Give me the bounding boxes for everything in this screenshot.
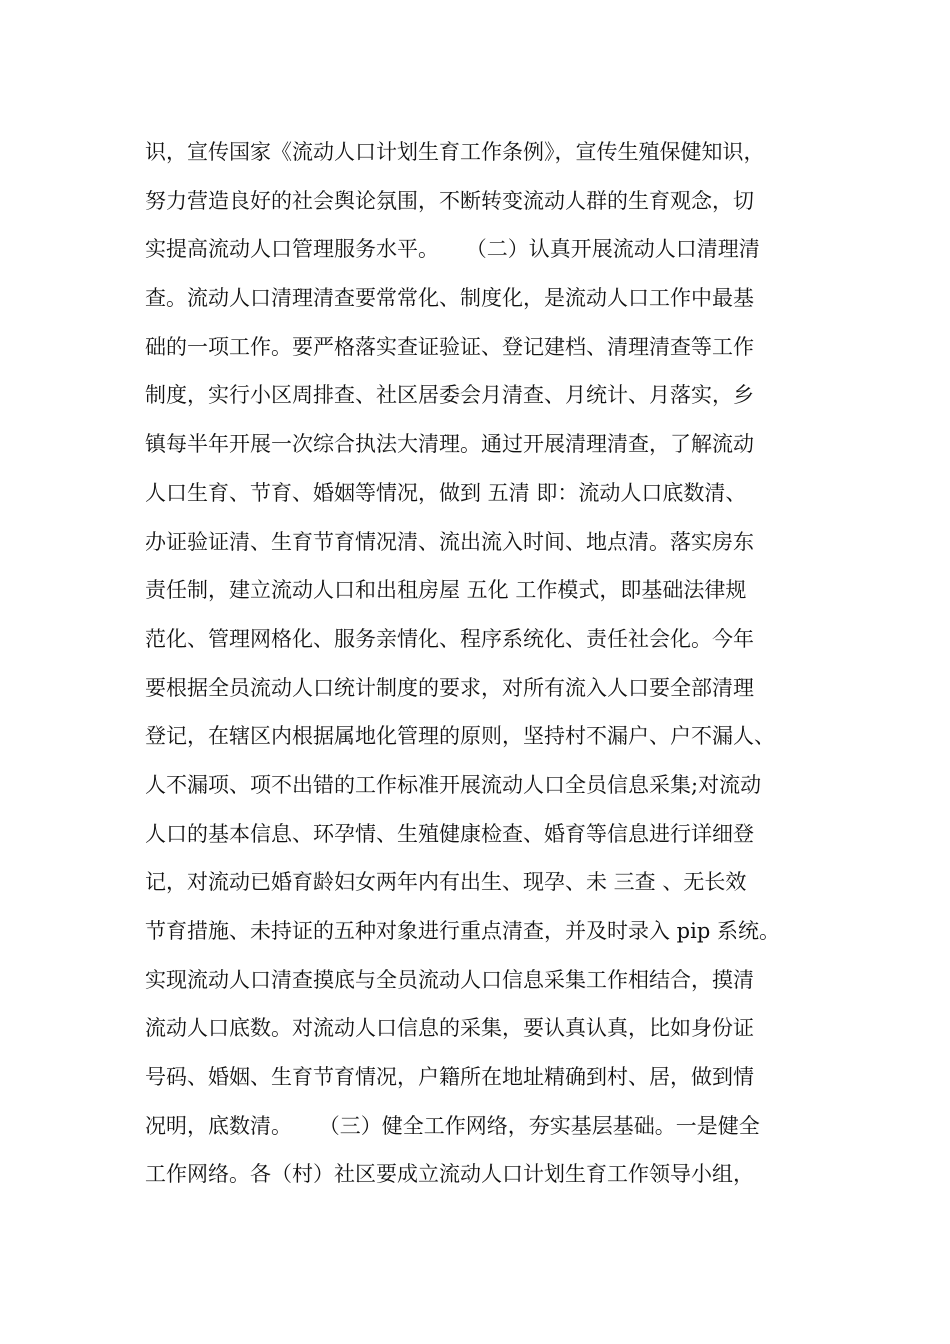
text-line: 要根据全员流动人口统计制度的要求，对所有流入人口要全部清理 xyxy=(145,675,754,700)
text-line: 范化、管理网格化、服务亲情化、程序系统化、责任社会化。今年 xyxy=(145,626,754,651)
text-line: 号码、婚姻、生育节育情况，户籍所在地址精确到村、居，做到情 xyxy=(145,1065,754,1090)
text-line: 镇每半年开展一次综合执法大清理。通过开展清理清查，了解流动 xyxy=(145,432,754,457)
text-line: 流动人口底数。对流动人口信息的采集，要认真认真，比如身份证 xyxy=(145,1016,754,1041)
text-line: 查。流动人口清理清查要常常化、制度化，是流动人口工作中最基 xyxy=(145,286,754,311)
text-line: 节育措施、未持证的五种对象进行重点清查，并及时录入 pip 系统。 xyxy=(145,919,780,943)
body-text xyxy=(145,128,845,1199)
text-line: 础的一项工作。要严格落实查证验证、登记建档、清理清查等工作 xyxy=(145,334,754,359)
text-line: 办证验证清、生育节育情况清、流出流入时间、地点清。落实房东 xyxy=(145,529,754,554)
text-line: 登记，在辖区内根据属地化管理的原则，坚持村不漏户、户不漏人、 xyxy=(145,724,775,749)
text-line: 人不漏项、项不出错的工作标准开展流动人口全员信息采集;对流动 xyxy=(145,772,762,797)
text-line: 实提高流动人口管理服务水平。 （二）认真开展流动人口清理清 xyxy=(145,237,760,262)
text-line: 人口的基本信息、环孕情、生殖健康检查、婚育等信息进行详细登 xyxy=(145,821,754,846)
text-line: 记，对流动已婚育龄妇女两年内有出生、现孕、未 三查 、无长效 xyxy=(145,870,747,895)
text-line: 况明，底数清。 （三）健全工作网络，夯实基层基础。一是健全 xyxy=(145,1113,760,1138)
text-line: 识，宣传国家《流动人口计划生育工作条例》，宣传生殖保健知识， xyxy=(145,140,765,164)
text-line: 实现流动人口清查摸底与全员流动人口信息采集工作相结合，摸清 xyxy=(145,967,754,992)
text-line: 责任制，建立流动人口和出租房屋 五化 工作模式，即基础法律规 xyxy=(145,578,747,603)
text-line: 制度，实行小区周排查、社区居委会月清查、月统计、月落实，乡 xyxy=(145,383,754,408)
text-line: 人口生育、节育、婚姻等情况，做到 五清 即：流动人口底数清、 xyxy=(145,480,747,505)
text-line: 工作网络。各（村）社区要成立流动人口计划生育工作领导小组， xyxy=(145,1162,754,1187)
text-line: 努力营造良好的社会舆论氛围，不断转变流动人群的生育观念，切 xyxy=(145,188,754,213)
